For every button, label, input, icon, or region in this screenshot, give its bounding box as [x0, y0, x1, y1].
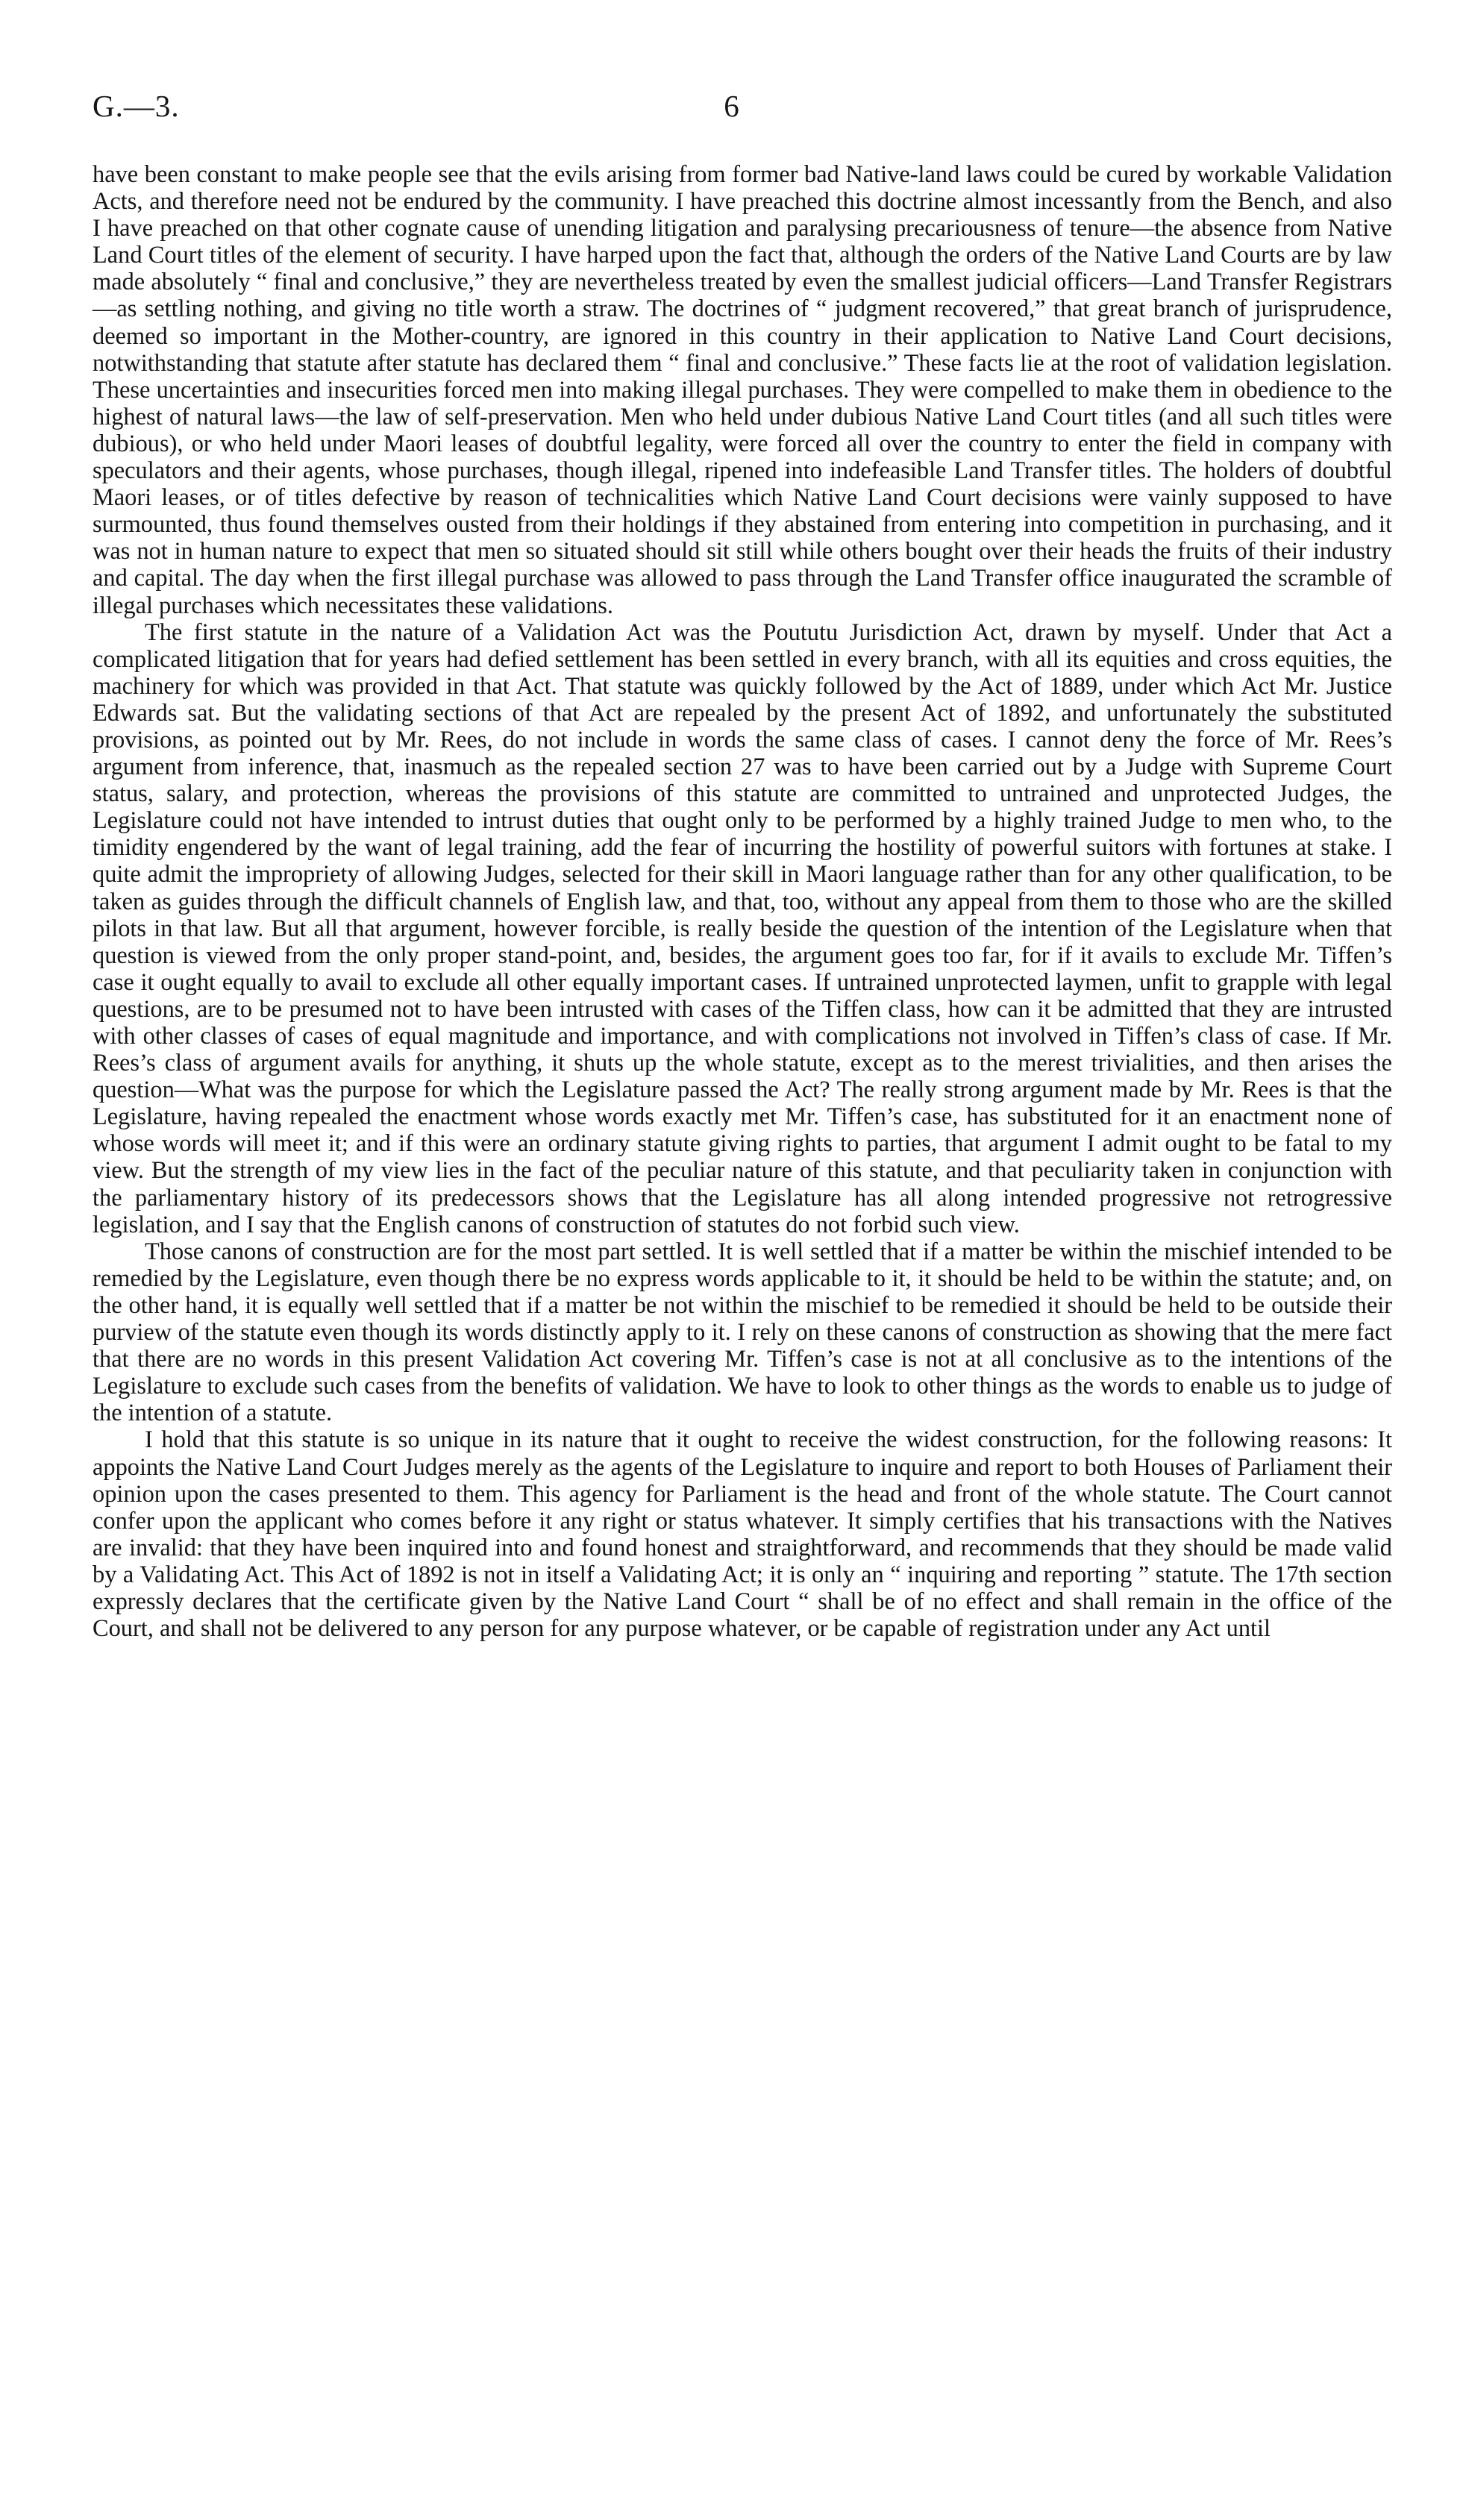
- page-header: [93, 88, 1370, 133]
- paragraph-1: have been constant to make people see that the evils arising from former bad Native-land laws could be cured by workable Validation Acts, and therefore need not be endured by the community. I have preached this doctrine almost incessantly from the Bench, and also I have preached on that other cognate cause of unending litigation and paralysing precariousness of tenure—the absence from Native Land Court titles of the element of security. I have harped upon the fact that, although the orders of the Native Land Courts are by law made absolutely “ final and conclusive,” they are nevertheless treated by even the smallest judicial officers—Land Transfer Registrars—as settling nothing, and giving no title worth a straw. The doctrines of “ judgment recovered,” that great branch of jurisprudence, deemed so important in the Mother-country, are ignored in this country in their application to Native Land Court decisions, notwithstanding that statute after statute has declared them “ final and conclusive.” These facts lie at the root of validation legislation. These uncertainties and insecurities forced men into making illegal purchases. They were compelled to make them in obedience to the highest of natural laws—the law of self-preservation. Men who held under dubious Native Land Court titles (and all such titles were dubious), or who held under Maori leases of doubtful legality, were forced all over the country to enter the field in company with speculators and their agents, whose purchases, though illegal, ripened into indefeasible Land Transfer titles. The holders of doubtful Maori leases, or of titles defective by reason of technicalities which Native Land Court decisions were vainly supposed to have surmounted, thus found themselves ousted from their holdings if they abstained from entering into competition in purchasing, and it was not in human nature to expect that men so situated should sit still while others bought over their heads the fruits of their industry and capital. The day when the first illegal purchase was allowed to pass through the Land Transfer office inaugurated the scramble of illegal purchases which necessitates these validations.: [93, 161, 1392, 619]
- body-text: [93, 161, 1392, 1642]
- page-reference: G.—3.: [93, 89, 180, 123]
- paragraph-3: Those canons of construction are for the most part settled. It is well settled that if a matter be within the mischief intended to be remedied by the Legislature, even though there be no express words applicable to it, it should be held to be within the statute; and, on the other hand, it is equally well settled that if a matter be not within the mischief to be remedied it should be held to be outside their purview of the statute even though its words distinctly apply to it. I rely on these canons of construction as showing that the mere fact that there are no words in this present Validation Act covering Mr. Tiffen’s case is not at all conclusive as to the intentions of the Legislature to exclude such cases from the benefits of validation. We have to look to other things as the words to enable us to judge of the intention of a statute.: [93, 1238, 1392, 1427]
- paragraph-4: I hold that this statute is so unique in its nature that it ought to receive the widest construction, for the following reasons: It appoints the Native Land Court Judges merely as the agents of the Legislature to inquire and report to both Houses of Parliament their opinion upon the cases presented to them. This agency for Parliament is the head and front of the whole statute. The Court cannot confer upon the applicant who comes before it any right or status whatever. It simply certifies that his transactions with the Natives are invalid: that they have been inquired into and found honest and straightforward, and recommends that they should be made valid by a Validating Act. This Act of 1892 is not in itself a Validating Act; it is only an “ inquiring and reporting ” statute. The 17th section expressly declares that the certificate given by the Native Land Court “ shall be of no effect and shall remain in the office of the Court, and shall not be delivered to any person for any purpose whatever, or be capable of registration under any Act until: [93, 1426, 1392, 1643]
- paragraph-2: The first statute in the nature of a Validation Act was the Poututu Jurisdiction Act, drawn by myself. Under that Act a complicated litigation that for years had defied settlement has been settled in every branch, with all its equities and cross equities, the machinery for which was provided in that Act. That statute was quickly followed by the Act of 1889, under which Act Mr. Justice Edwards sat. But the validating sections of that Act are repealed by the present Act of 1892, and unfortunately the substituted provisions, as pointed out by Mr. Rees, do not include in words the same class of cases. I cannot deny the force of Mr. Rees’s argument from inference, that, inasmuch as the repealed section 27 was to have been carried out by a Judge with Supreme Court status, salary, and protection, whereas the provisions of this statute are committed to untrained and unprotected Judges, the Legislature could not have intended to intrust duties that ought only to be performed by a highly trained Judge to men who, to the timidity engendered by the want of legal training, add the fear of incurring the hostility of powerful suitors with fortunes at stake. I quite admit the impropriety of allowing Judges, selected for their skill in Maori language rather than for any other qualification, to be taken as guides through the difficult channels of English law, and that, too, without any appeal from them to those who are the skilled pilots in that law. But all that argument, however forcible, is really beside the question of the intention of the Legislature when that question is viewed from the only proper stand-point, and, besides, the argument goes too far, for if it avails to exclude Mr. Tiffen’s case it ought equally to avail to exclude all other equally important cases. If untrained unprotected laymen, unfit to grapple with legal questions, are to be presumed not to have been intrusted with cases of the Tiffen class, how can it be admitted that they are intrusted with other classes of cases of equal magnitude and importance, and with complications not involved in Tiffen’s class of case. If Mr. Rees’s class of argument avails for anything, it shuts up the whole statute, except as to the merest trivialities, and then arises the question—What was the purpose for which the Legislature passed the Act? The really strong argument made by Mr. Rees is that the Legislature, having repealed the enactment whose words exactly met Mr. Tiffen’s case, has substituted for it an enactment none of whose words will meet it; and if this were an ordinary statute giving rights to parties, that argument I admit ought to be fatal to my view. But the strength of my view lies in the fact of the peculiar nature of this statute, and that peculiarity taken in conjunction with the parliamentary history of its predecessors shows that the Legislature has all along intended progressive not retrogressive legislation, and I say that the English canons of construction of statutes do not forbid such view.: [93, 618, 1392, 1238]
- page-number: 6: [724, 89, 739, 123]
